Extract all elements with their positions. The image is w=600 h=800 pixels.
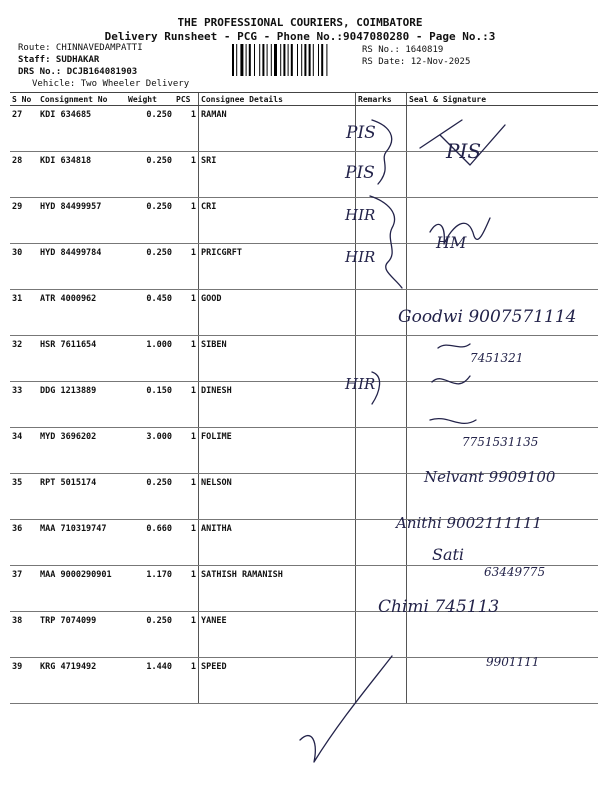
row-sno: 36 [10,520,38,566]
col-weight: Weight [126,93,174,106]
row-signature [407,520,599,566]
row-consignee: NELSON [199,474,356,520]
row-signature [407,106,599,152]
col-seal-signature: Seal & Signature [407,93,599,106]
sign-37b: 63449775 [484,565,546,579]
row-consignee: SIBEN [199,336,356,382]
table-row [10,336,598,382]
sign-39: 9901111 [486,655,540,669]
row-pcs: 1 [174,244,199,290]
row-signature [407,658,599,704]
row-pcs: 1 [174,382,199,428]
row-pcs: 1 [174,198,199,244]
row-sno: 35 [10,474,38,520]
row-weight: 1.000 [126,336,174,382]
sign-32: 7451321 [470,351,524,365]
row-pcs: 1 [174,474,199,520]
row-signature [407,336,599,382]
row-remarks [356,198,407,244]
rs-date: RS Date: 12-Nov-2025 [362,57,471,67]
rs-number: RS No.: 1640819 [362,45,444,55]
signature-hm: HM [436,233,467,252]
row-consignment: KRG 4719492 [38,658,126,704]
staff-label: Staff: SUDHAKAR [18,55,100,65]
remark-33: HIR [345,375,376,393]
signature-pis: PIS [446,139,482,163]
col-remarks: Remarks [356,93,407,106]
row-signature [407,152,599,198]
runsheet-table [10,92,598,704]
row-pcs: 1 [174,658,199,704]
table-row [10,290,598,336]
row-consignee: CRI [199,198,356,244]
row-signature [407,612,599,658]
row-pcs: 1 [174,428,199,474]
table-row [10,520,598,566]
row-pcs: 1 [174,106,199,152]
row-signature [407,474,599,520]
row-sno: 39 [10,658,38,704]
table-row [10,474,598,520]
remark-30: HIR [345,248,376,266]
row-consignment: MAA 710319747 [38,520,126,566]
row-remarks [356,382,407,428]
remark-28: PIS [345,163,375,183]
sign-38: Chimi 745113 [378,597,500,617]
row-weight: 3.000 [126,428,174,474]
row-remarks [356,244,407,290]
row-pcs: 1 [174,520,199,566]
row-consignment: MAA 9000290901 [38,566,126,612]
table-row [10,244,598,290]
sign-35: Nelvant 9909100 [424,468,556,486]
row-consignment: TRP 7074099 [38,612,126,658]
table-row [10,198,598,244]
row-weight: 1.170 [126,566,174,612]
row-sno: 33 [10,382,38,428]
col-pcs: PCS [174,93,199,106]
row-sno: 38 [10,612,38,658]
row-sno: 28 [10,152,38,198]
row-remarks [356,106,407,152]
row-consignee: ANITHA [199,520,356,566]
row-consignment: KDI 634685 [38,106,126,152]
row-signature [407,244,599,290]
row-remarks [356,290,407,336]
row-consignee: PRICGRFT [199,244,356,290]
row-weight: 0.660 [126,520,174,566]
row-consignee: SPEED [199,658,356,704]
row-remarks [356,474,407,520]
row-signature [407,382,599,428]
row-remarks [356,566,407,612]
row-consignment: DDG 1213889 [38,382,126,428]
table-row [10,612,598,658]
table-row [10,658,598,704]
runsheet-subtitle: Delivery Runsheet - PCG - Phone No.:9047080280 - Page No.:3 [104,30,496,43]
row-consignee: SRI [199,152,356,198]
barcode [232,44,358,76]
sign-37a: Sati [432,545,465,564]
row-consignment: HSR 7611654 [38,336,126,382]
row-signature [407,566,599,612]
table-row [10,152,598,198]
row-weight: 0.250 [126,474,174,520]
row-consignee: GOOD [199,290,356,336]
row-weight: 0.250 [126,612,174,658]
row-weight: 0.450 [126,290,174,336]
remark-29: HIR [345,206,376,224]
row-sno: 27 [10,106,38,152]
drs-number: DRS No.: DCJB164081903 [18,67,138,77]
row-consignment: RPT 5015174 [38,474,126,520]
row-sno: 37 [10,566,38,612]
table-header-row [10,93,598,106]
row-consignee: DINESH [199,382,356,428]
row-sno: 30 [10,244,38,290]
row-sno: 29 [10,198,38,244]
sign-36: Anithi 9002111111 [396,514,542,532]
col-consignment: Consignment No [38,93,126,106]
row-remarks [356,520,407,566]
row-remarks [356,336,407,382]
row-weight: 0.250 [126,244,174,290]
table-row [10,382,598,428]
row-consignee: RAMAN [199,106,356,152]
row-pcs: 1 [174,290,199,336]
company-name: THE PROFESSIONAL COURIERS, COIMBATORE [177,16,423,29]
row-weight: 0.250 [126,106,174,152]
row-consignee: FOLIME [199,428,356,474]
table-row [10,428,598,474]
row-weight: 0.250 [126,198,174,244]
row-consignee: SATHISH RAMANISH [199,566,356,612]
col-sno: S No [10,93,38,106]
row-weight: 0.250 [126,152,174,198]
row-remarks [356,658,407,704]
row-remarks [356,152,407,198]
row-consignment: HYD 84499957 [38,198,126,244]
row-remarks [356,612,407,658]
row-pcs: 1 [174,612,199,658]
row-pcs: 1 [174,566,199,612]
row-weight: 1.440 [126,658,174,704]
table-row [10,566,598,612]
row-consignment: ATR 4000962 [38,290,126,336]
row-consignee: YANEE [199,612,356,658]
col-consignee: Consignee Details [199,93,356,106]
row-signature [407,198,599,244]
row-consignment: MYD 3696202 [38,428,126,474]
row-remarks [356,428,407,474]
row-consignment: KDI 634818 [38,152,126,198]
row-consignment: HYD 84499784 [38,244,126,290]
route-label: Route: CHINNAVEDAMPATTI [18,43,143,53]
row-pcs: 1 [174,336,199,382]
row-weight: 0.150 [126,382,174,428]
row-sno: 31 [10,290,38,336]
row-signature [407,290,599,336]
row-sno: 32 [10,336,38,382]
row-sno: 34 [10,428,38,474]
sign-34: 7751531135 [462,435,539,449]
row-pcs: 1 [174,152,199,198]
row-signature [407,428,599,474]
sign-31: Goodwi 9007571114 [398,307,577,327]
table-row [10,106,598,152]
vehicle-label: Vehicle: Two Wheeler Delivery [32,79,190,89]
remark-27: PIS [346,123,376,143]
